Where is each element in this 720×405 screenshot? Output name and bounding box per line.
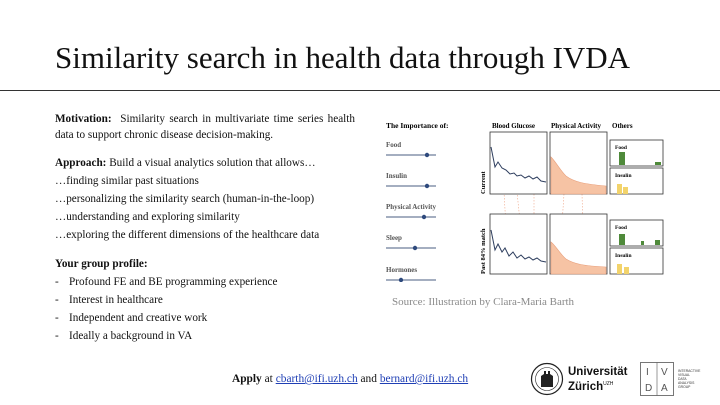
approach-label: Approach: [55,157,107,169]
uzh-line1: Universität [568,365,628,378]
ivda-letter: D [645,383,653,394]
approach-item: …personalizing the similarity search (human-in-the-loop) [55,193,315,205]
approach-item: …understanding and exploring similarity [55,211,240,223]
factor-label: Food [386,141,402,149]
importance-sliders [386,141,436,282]
and-text: and [357,373,380,385]
approach-text: Build a visual analytics solution that allows… [109,157,316,169]
motivation-label: Motivation: [55,113,112,125]
ivda-word: ANALYSIS [678,381,695,385]
motivation-text: Similarity search in multivariate time series health data to support chronic disease decision-making. [55,113,355,141]
profile-item: - Ideally a background in VA [55,327,355,345]
figure-source: Source: Illustration by Clara-Maria Barth [392,296,575,308]
factor-label: Insulin [386,172,408,180]
ivda-word: INTERACTIVE [678,369,701,373]
others-label: Food [615,145,627,151]
column-header: Blood Glucose [492,122,535,130]
profile-heading [55,255,355,273]
slider-handle[interactable] [422,215,426,219]
illustration [384,112,666,282]
column-header: Physical Activity [551,122,601,130]
others-label: Insulin [615,173,632,179]
uzh-wordmark [568,366,627,393]
profile-item: - Interest in healthcare [55,291,355,309]
ivda-mark-icon [640,362,674,396]
food-bar [655,240,660,245]
motivation-paragraph [55,112,355,143]
ivda-letter: V [661,367,668,378]
insulin-bar [624,267,629,274]
uzh-line2-wrap [568,378,627,393]
approach-item: …exploring the different dimensions of the healthcare data [55,229,320,241]
ivda-logo [640,362,714,396]
profile-list [55,273,355,345]
profile-item: - Independent and creative work [55,309,355,327]
others-label: Insulin [615,253,632,259]
profile-item: - Profound FE and BE programming experience [55,273,355,291]
food-bar [655,162,661,165]
profile-label: Your group profile: [55,258,148,270]
ivda-word: VISUAL [678,373,691,377]
column-header: Others [612,122,633,130]
factor-label: Physical Activity [386,203,436,211]
apply-label: Apply [232,373,262,385]
ivda-letter: A [661,383,668,394]
ivda-word: DATA [678,377,687,381]
slider-handle[interactable] [413,246,417,250]
approach-item: …finding similar past situations [55,175,199,187]
uzh-sup: UZH [603,380,614,387]
apply-line [232,373,468,385]
slider-handle[interactable] [425,184,429,188]
email-link-cbarth[interactable]: cbarth@ifi.uzh.ch [275,373,358,385]
food-bar [641,241,644,245]
row-label: Current [480,171,487,194]
food-bar [619,152,625,165]
slider-handle[interactable] [425,153,429,157]
row-label: Past 84% match [480,228,487,274]
approach-paragraph [55,154,355,172]
content-column [55,112,355,345]
ivda-wordmark [678,369,700,389]
importance-title: The Importance of: [386,121,449,130]
title-divider [0,90,720,91]
slider-handle[interactable] [399,278,403,282]
at-text: at [261,373,276,385]
uzh-seal-icon [530,362,564,396]
ivda-word: GROUP [678,385,691,389]
food-bar [619,234,625,245]
insulin-bar [617,264,622,274]
insulin-bar [617,184,622,194]
ivda-letter: I [646,367,649,378]
others-label: Food [615,225,627,231]
email-link-bernard[interactable]: bernard@ifi.uzh.ch [379,373,469,385]
slide-title: Similarity search in health data through IVDA [55,40,631,75]
factor-label: Sleep [386,234,402,242]
uzh-logo [530,362,627,396]
insulin-bar [623,187,628,194]
uzh-line2: Zürich [568,380,604,393]
factor-label: Hormones [386,266,418,274]
